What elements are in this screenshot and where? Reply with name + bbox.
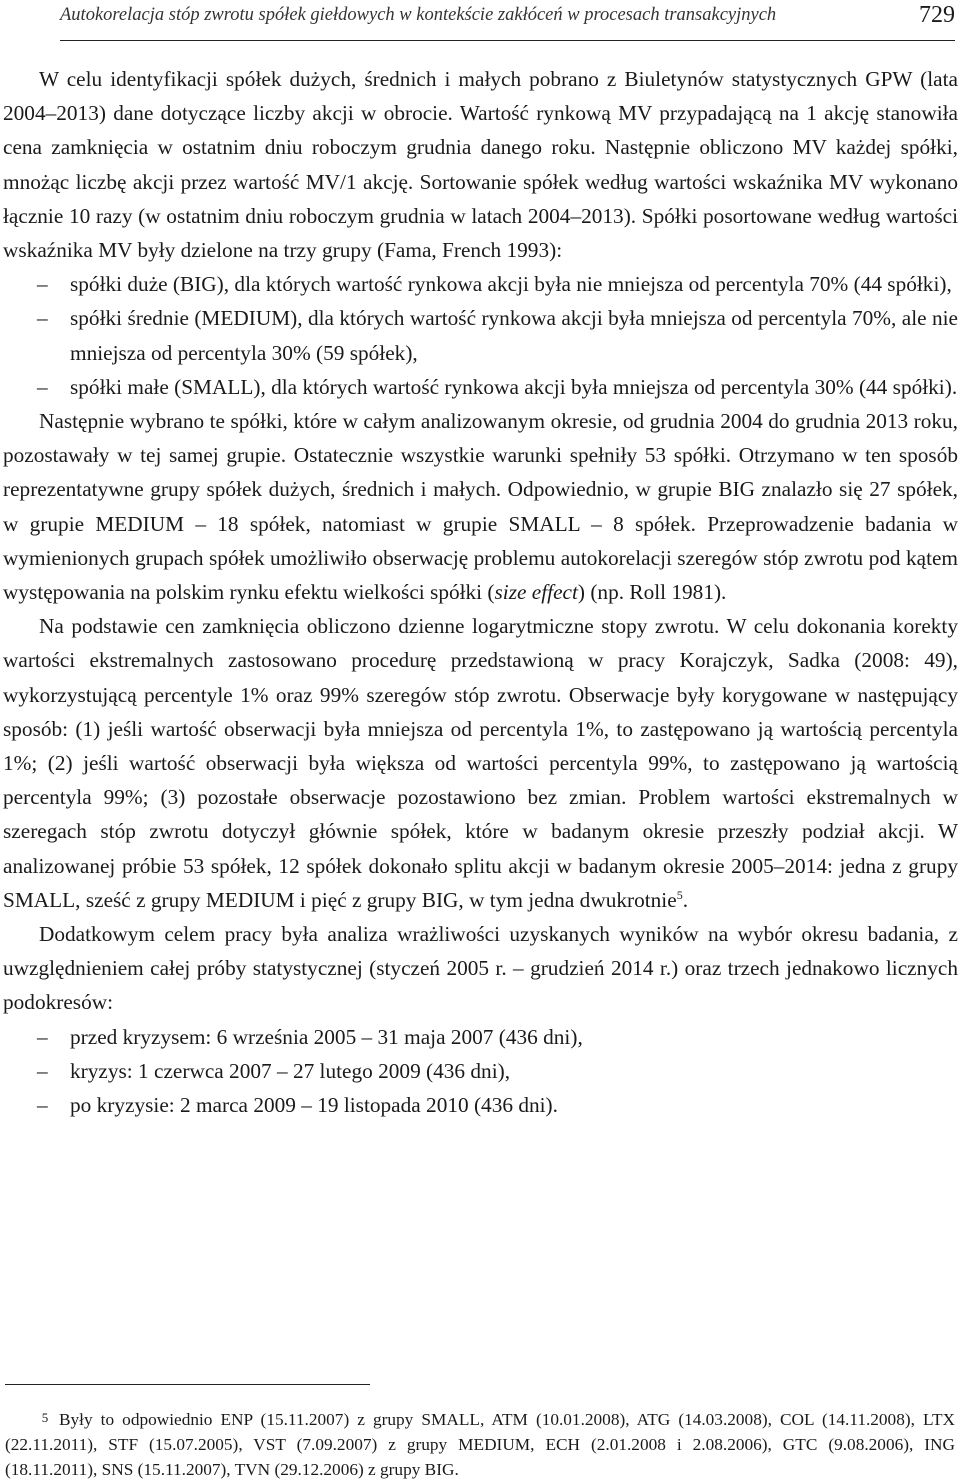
list-item-text: spółki małe (SMALL), dla których wartość rynkowa akcji była mniejsza od percentyla 30% (44 spółki).: [70, 374, 958, 399]
list-item-text: przed kryzysem: 6 września 2005 – 31 maja 2007 (436 dni),: [70, 1024, 583, 1049]
list-item-crisis: [3, 1054, 958, 1088]
list-item-post-crisis: [3, 1088, 958, 1122]
subperiods-list: [3, 1020, 958, 1123]
list-item-text: kryzys: 1 czerwca 2007 – 27 lutego 2009 (436 dni),: [70, 1058, 511, 1083]
main-text: [3, 62, 958, 1122]
list-item-pre-crisis: [3, 1020, 958, 1054]
list-item-text: spółki duże (BIG), dla których wartość rynkowa akcji była nie mniejsza od percentyla 70% (44 spółki),: [70, 272, 952, 297]
footnote: [5, 1405, 955, 1482]
footnote-number: 5: [41, 1410, 49, 1425]
list-dash: –: [37, 272, 48, 297]
size-groups-list: [3, 267, 958, 404]
list-item-medium: [3, 301, 958, 369]
footnote-text: Były to odpowiednio ENP (15.11.2007) z grupy SMALL, ATM (10.01.2008), ATG (14.03.2008), COL (14.11.2008), LTX (22.11.2011), STF (15.07.2005), VST (7.09.2007) z grupy MEDIUM, ECH (2.01.2008 i 2.08.2006), GTC (9.08.2006), ING (18.11.2011), SNS (15.11.2007), TVN (29.12.2006) z grupy BIG.: [5, 1410, 955, 1479]
list-dash: –: [37, 374, 48, 399]
paragraph-text: Następnie wybrano te spółki, które w całym analizowanym okresie, od grudnia 2004 do grudnia 2013 roku, pozostawały w tej samej grupie. Ostatecznie wszystkie warunki spełniły 53 spółki. Otrzymano w ten sposób reprezentatywne grupy spółek dużych, średnich i małych. Odpowiednio, w grupie BIG znalazło się 27 spółek, w grupie MEDIUM – 18 spółek, natomiast w grupie SMALL – 8 spółek. Przeprowadzenie badania w wymienionych grupach spółek umożliwiło obserwację problemu autokorelacji szeregów stóp zwrotu pod kątem występowania na polskim rynku efektu wielkości spółki (: [3, 409, 958, 605]
italic-term: size effect: [494, 580, 578, 605]
list-dash: –: [37, 1093, 48, 1118]
list-item-big: [3, 267, 958, 301]
list-item-small: [3, 370, 958, 404]
paragraph-sample-selection: [3, 404, 958, 609]
running-header: [60, 0, 955, 41]
footnote-separator: [5, 1384, 370, 1385]
paragraph-subperiods: Dodatkowym celem pracy była analiza wrażliwości uzyskanych wyników na wybór okresu badania, z uwzględnieniem całej próby statystycznej (styczeń 2005 r. – grudzień 2014 r.) oraz trzech jednakowo licznych podokresów:: [3, 922, 958, 1015]
list-dash: –: [37, 306, 48, 331]
paragraph-text: Na podstawie cen zamknięcia obliczono dzienne logarytmiczne stopy zwrotu. W celu dokonania korekty wartości ekstremalnych zastosowano procedurę przedstawioną w pracy Korajczyk, Sadka (2008: 49), wykorzystującą percentyle 1% oraz 99% szeregów stóp zwrotu. Obserwacje były korygowane w następujący sposób: (1) jeśli wartość obserwacji była mniejsza od percentyla 1%, to zastępowano ją wartością percentyla 1%; (2) jeśli wartość obserwacji była większa od wartości percentyla 99%, to zastępowano ją wartością percentyla 99%; (3) pozostałe obserwacje pozostawiono bez zmian. Problem wartości ekstremalnych w szeregach stóp zwrotu dotyczył głównie spółek, które w badanym okresie przeszły podział akcji. W analizowanej próbie 53 spółek, 12 spółek dokonało splitu akcji w badanym okresie 2005–2014: jedna z grupy SMALL, sześć z grupy MEDIUM i pięć z grupy BIG, w tym jedna dwukrotnie: [3, 614, 958, 912]
paragraph-text-end: ) (np. Roll 1981).: [577, 580, 727, 605]
list-dash: –: [37, 1058, 48, 1083]
page-number: 729: [919, 2, 955, 28]
paragraph-company-identification: W celu identyfikacji spółek dużych, średnich i małych pobrano z Biuletynów statystycznych GPW (lata 2004–2013) dane dotyczące liczby akcji w obrocie. Wartość rynkową MV przypadającą na 1 akcję stanowiła cena zamknięcia w ostatnim dniu roboczym grudnia danego roku. Następnie obliczono MV każdej spółki, mnożąc liczbę akcji przez wartość MV/1 akcję. Sortowanie spółek według wartości wskaźnika MV wykonano łącznie 10 razy (w ostatnim dniu roboczym grudnia w latach 2004–2013). Spółki posortowane według wartości wskaźnika MV były dzielone na trzy grupy (Fama, French 1993):: [3, 67, 958, 263]
footnote-reference[interactable]: 5: [676, 887, 683, 902]
paragraph-return-correction: [3, 609, 958, 917]
list-item-text: po kryzysie: 2 marca 2009 – 19 listopada 2010 (436 dni).: [70, 1093, 558, 1118]
list-item-text: spółki średnie (MEDIUM), dla których wartość rynkowa akcji była mniejsza od percentyla 70%, ale nie mniejsza od percentyla 30% (59 spółek),: [70, 306, 958, 365]
list-dash: –: [37, 1024, 48, 1049]
paragraph-period: .: [682, 887, 689, 912]
running-title: Autokorelacja stóp zwrotu spółek giełdowych w kontekście zakłóceń w procesach transakcyjnych: [60, 5, 777, 25]
